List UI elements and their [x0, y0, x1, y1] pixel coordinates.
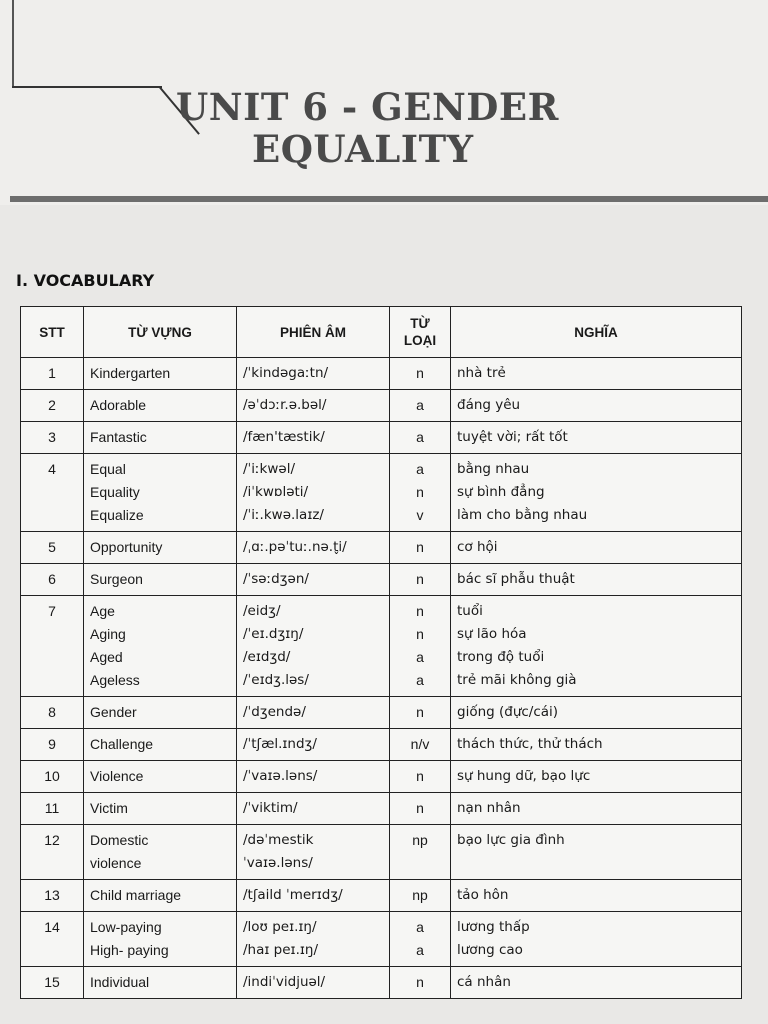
cell-ipa-line: /dəˈmestik [243, 832, 314, 848]
cell-ipa-line: /ˌɑː.pəˈtuː.nə.t̬i/ [243, 539, 347, 555]
vocabulary-table [20, 306, 742, 999]
cell-meaning-line: cá nhân [457, 974, 511, 990]
cell-stt [21, 880, 84, 912]
cell-pos [390, 596, 451, 697]
cell-stt-text: 9 [48, 736, 56, 752]
cell-word [84, 358, 237, 390]
cell-pos-line: n/v [410, 736, 430, 752]
cell-pos [390, 793, 451, 825]
cell-pos-line: a [416, 919, 424, 935]
table-row [21, 596, 742, 697]
header-pos-line1: TỪ [410, 316, 430, 331]
cell-pos [390, 358, 451, 390]
cell-word-line: Kindergarten [90, 365, 171, 381]
cell-meaning-line: giống (đực/cái) [457, 704, 559, 720]
cell-meaning [451, 967, 742, 999]
cell-ipa [237, 596, 390, 697]
table-row [21, 729, 742, 761]
cell-word [84, 596, 237, 697]
cell-meaning-line: bác sĩ phẫu thuật [457, 571, 575, 587]
cell-stt-text: 13 [44, 887, 60, 903]
cell-ipa [237, 793, 390, 825]
table-row [21, 967, 742, 999]
cell-ipa [237, 729, 390, 761]
cell-pos-line: a [416, 942, 424, 958]
cell-ipa [237, 697, 390, 729]
cell-meaning-line: nạn nhân [457, 800, 521, 816]
cell-meaning [451, 532, 742, 564]
cell-ipa [237, 422, 390, 454]
cell-word-line: Victim [90, 800, 128, 816]
cell-word-line: Equal [90, 461, 126, 477]
cell-ipa-line: /ˈsəːdʒən/ [243, 571, 309, 587]
cell-pos-line: n [416, 974, 424, 990]
cell-meaning-line: sự lão hóa [457, 626, 527, 642]
section-heading: I. VOCABULARY [16, 271, 155, 290]
cell-meaning-line: lương cao [457, 942, 523, 958]
cell-word-line: Child marriage [90, 887, 182, 903]
cell-ipa-line: /ˈtʃæl.ɪndʒ/ [243, 736, 317, 752]
cell-ipa [237, 454, 390, 532]
cell-stt [21, 390, 84, 422]
cell-word [84, 912, 237, 967]
cell-stt-text: 6 [48, 571, 56, 587]
cell-pos-line: n [416, 626, 424, 642]
unit-title-line2: EQUALITY [252, 127, 474, 171]
cell-ipa-line: /ˈdʒendə/ [243, 704, 306, 720]
cell-word-line: Gender [90, 704, 137, 720]
cell-ipa [237, 967, 390, 999]
table-row [21, 697, 742, 729]
header-ipa: PHIÊN ÂM [237, 307, 390, 358]
vocabulary-table-body [21, 358, 742, 999]
header-pos-line2: LOẠI [403, 333, 437, 348]
cell-meaning-line: nhà trẻ [457, 365, 506, 381]
cell-ipa-line: /tʃaild ˈmerɪdʒ/ [243, 887, 343, 903]
cell-stt-text: 11 [44, 800, 60, 816]
cell-pos-line: np [412, 832, 428, 848]
cell-ipa [237, 564, 390, 596]
table-row [21, 880, 742, 912]
cell-stt [21, 912, 84, 967]
cell-pos [390, 697, 451, 729]
cell-ipa [237, 761, 390, 793]
cell-pos-line: np [412, 887, 428, 903]
cell-word-line: Low-paying [90, 919, 162, 935]
cell-stt-text: 4 [48, 461, 56, 477]
cell-word [84, 880, 237, 912]
cell-stt-text: 3 [48, 429, 56, 445]
table-row [21, 390, 742, 422]
table-row [21, 825, 742, 880]
cell-ipa-line: /eɪdʒd/ [243, 649, 291, 665]
cell-ipa [237, 825, 390, 880]
cell-word-line: Challenge [90, 736, 154, 752]
table-row [21, 454, 742, 532]
table-row [21, 422, 742, 454]
cell-stt [21, 729, 84, 761]
cell-meaning [451, 422, 742, 454]
header-stt: STT [21, 307, 84, 358]
cell-pos-line: a [416, 461, 424, 477]
cell-stt-text: 8 [48, 704, 56, 720]
table-row [21, 793, 742, 825]
cell-pos-line: a [416, 429, 424, 445]
cell-ipa-line: /indiˈvidjuəl/ [243, 974, 326, 990]
cell-ipa-line: /ˈeɪ.dʒɪŋ/ [243, 626, 304, 642]
table-row [21, 564, 742, 596]
cell-pos-line: v [416, 507, 424, 523]
cell-word-line: Opportunity [90, 539, 163, 555]
cell-pos-line: a [416, 397, 424, 413]
header-meaning: NGHĨA [451, 307, 742, 358]
cell-meaning-line: đáng yêu [457, 397, 521, 413]
cell-word-line: Age [90, 603, 115, 619]
cell-pos [390, 454, 451, 532]
cell-stt [21, 532, 84, 564]
cell-stt-text: 7 [48, 603, 56, 619]
header-border-left [12, 0, 14, 88]
cell-pos [390, 967, 451, 999]
cell-pos-line: n [416, 539, 424, 555]
cell-stt-text: 15 [44, 974, 60, 990]
cell-meaning [451, 697, 742, 729]
cell-stt-text: 2 [48, 397, 56, 413]
cell-word [84, 793, 237, 825]
cell-meaning [451, 358, 742, 390]
cell-meaning-line: tuổi [457, 603, 483, 619]
cell-stt [21, 564, 84, 596]
cell-meaning-line: sự bình đẳng [457, 484, 545, 500]
cell-ipa-line: /loʊ peɪ.ɪŋ/ [243, 919, 317, 935]
cell-word [84, 697, 237, 729]
cell-pos-line: n [416, 571, 424, 587]
cell-meaning-line: bằng nhau [457, 461, 530, 477]
cell-ipa-line: /eidʒ/ [243, 603, 281, 619]
cell-word [84, 422, 237, 454]
cell-word-line: violence [90, 855, 142, 871]
cell-stt [21, 454, 84, 532]
cell-pos-line: n [416, 484, 424, 500]
cell-pos-line: n [416, 704, 424, 720]
cell-meaning [451, 761, 742, 793]
cell-stt [21, 697, 84, 729]
header-pos [390, 307, 451, 358]
header-divider-band [10, 196, 768, 202]
cell-pos [390, 729, 451, 761]
cell-pos [390, 390, 451, 422]
cell-ipa [237, 390, 390, 422]
table-row [21, 358, 742, 390]
cell-pos [390, 422, 451, 454]
cell-word-line: Equality [90, 484, 140, 500]
cell-pos [390, 564, 451, 596]
table-header-row [21, 307, 742, 358]
cell-meaning [451, 454, 742, 532]
cell-word-line: Adorable [90, 397, 147, 413]
cell-stt-text: 1 [48, 365, 56, 381]
cell-word-line: High- paying [90, 942, 169, 958]
cell-pos-line: a [416, 672, 424, 688]
cell-pos [390, 761, 451, 793]
cell-pos-line: a [416, 649, 424, 665]
cell-ipa-line: /ˈviktim/ [243, 800, 298, 816]
cell-meaning-line: thách thức, thử thách [457, 736, 603, 752]
cell-ipa [237, 880, 390, 912]
cell-word-line: Ageless [90, 672, 140, 688]
cell-stt-text: 14 [44, 919, 60, 935]
unit-title [176, 86, 596, 170]
cell-meaning-line: tảo hôn [457, 887, 509, 903]
cell-word [84, 761, 237, 793]
cell-ipa-line: /ˈkindəgaːtn/ [243, 365, 329, 381]
cell-pos [390, 880, 451, 912]
cell-stt [21, 358, 84, 390]
table-row [21, 912, 742, 967]
cell-meaning-line: cơ hội [457, 539, 498, 555]
cell-word [84, 564, 237, 596]
cell-word-line: Domestic [90, 832, 149, 848]
cell-meaning [451, 729, 742, 761]
cell-stt [21, 793, 84, 825]
cell-word-line: Equalize [90, 507, 144, 523]
cell-meaning-line: trẻ mãi không già [457, 672, 577, 688]
cell-ipa-line: ˈvaɪə.ləns/ [243, 855, 313, 871]
cell-word-line: Violence [90, 768, 144, 784]
table-row [21, 532, 742, 564]
cell-meaning [451, 912, 742, 967]
unit-title-line1: UNIT 6 - GENDER [176, 85, 559, 129]
cell-stt [21, 596, 84, 697]
cell-stt [21, 825, 84, 880]
cell-word [84, 390, 237, 422]
cell-ipa [237, 532, 390, 564]
cell-meaning [451, 880, 742, 912]
cell-stt-text: 10 [44, 768, 60, 784]
cell-stt-text: 12 [44, 832, 60, 848]
cell-word [84, 729, 237, 761]
cell-pos-line: n [416, 768, 424, 784]
cell-meaning [451, 390, 742, 422]
cell-pos [390, 912, 451, 967]
cell-meaning-line: bạo lực gia đình [457, 832, 565, 848]
table-row [21, 761, 742, 793]
cell-ipa-line: /ˈvaɪə.ləns/ [243, 768, 318, 784]
cell-meaning [451, 564, 742, 596]
cell-word-line: Fantastic [90, 429, 147, 445]
cell-word [84, 825, 237, 880]
cell-pos [390, 825, 451, 880]
cell-ipa-line: /ˈiːkwəl/ [243, 461, 296, 477]
cell-meaning [451, 596, 742, 697]
cell-word-line: Surgeon [90, 571, 143, 587]
cell-stt [21, 422, 84, 454]
cell-word [84, 967, 237, 999]
cell-stt [21, 967, 84, 999]
cell-meaning-line: làm cho bằng nhau [457, 507, 588, 523]
cell-ipa-line: /fæn'tæstik/ [243, 429, 325, 445]
cell-ipa-line: /ˈiː.kwə.laɪz/ [243, 507, 324, 523]
cell-meaning-line: sự hung dữ, bạo lực [457, 768, 591, 784]
cell-ipa-line: /iˈkwɒləti/ [243, 484, 309, 500]
cell-ipa [237, 358, 390, 390]
cell-ipa-line: /əˈdɔːr.ə.bəl/ [243, 397, 327, 413]
cell-pos-line: n [416, 603, 424, 619]
cell-meaning [451, 825, 742, 880]
header-rule [12, 86, 162, 88]
cell-meaning [451, 793, 742, 825]
header-word: TỪ VỰNG [84, 307, 237, 358]
cell-word [84, 532, 237, 564]
cell-pos [390, 532, 451, 564]
cell-word-line: Aging [90, 626, 126, 642]
cell-meaning-line: trong độ tuổi [457, 649, 545, 665]
cell-word [84, 454, 237, 532]
cell-pos-line: n [416, 365, 424, 381]
cell-ipa-line: /haɪ peɪ.ɪŋ/ [243, 942, 318, 958]
cell-meaning-line: tuyệt vời; rất tốt [457, 429, 568, 445]
cell-stt-text: 5 [48, 539, 56, 555]
cell-stt [21, 761, 84, 793]
cell-word-line: Aged [90, 649, 123, 665]
cell-ipa-line: /ˈeɪdʒ.ləs/ [243, 672, 309, 688]
cell-meaning-line: lương thấp [457, 919, 530, 935]
cell-word-line: Individual [90, 974, 150, 990]
cell-ipa [237, 912, 390, 967]
cell-pos-line: n [416, 800, 424, 816]
